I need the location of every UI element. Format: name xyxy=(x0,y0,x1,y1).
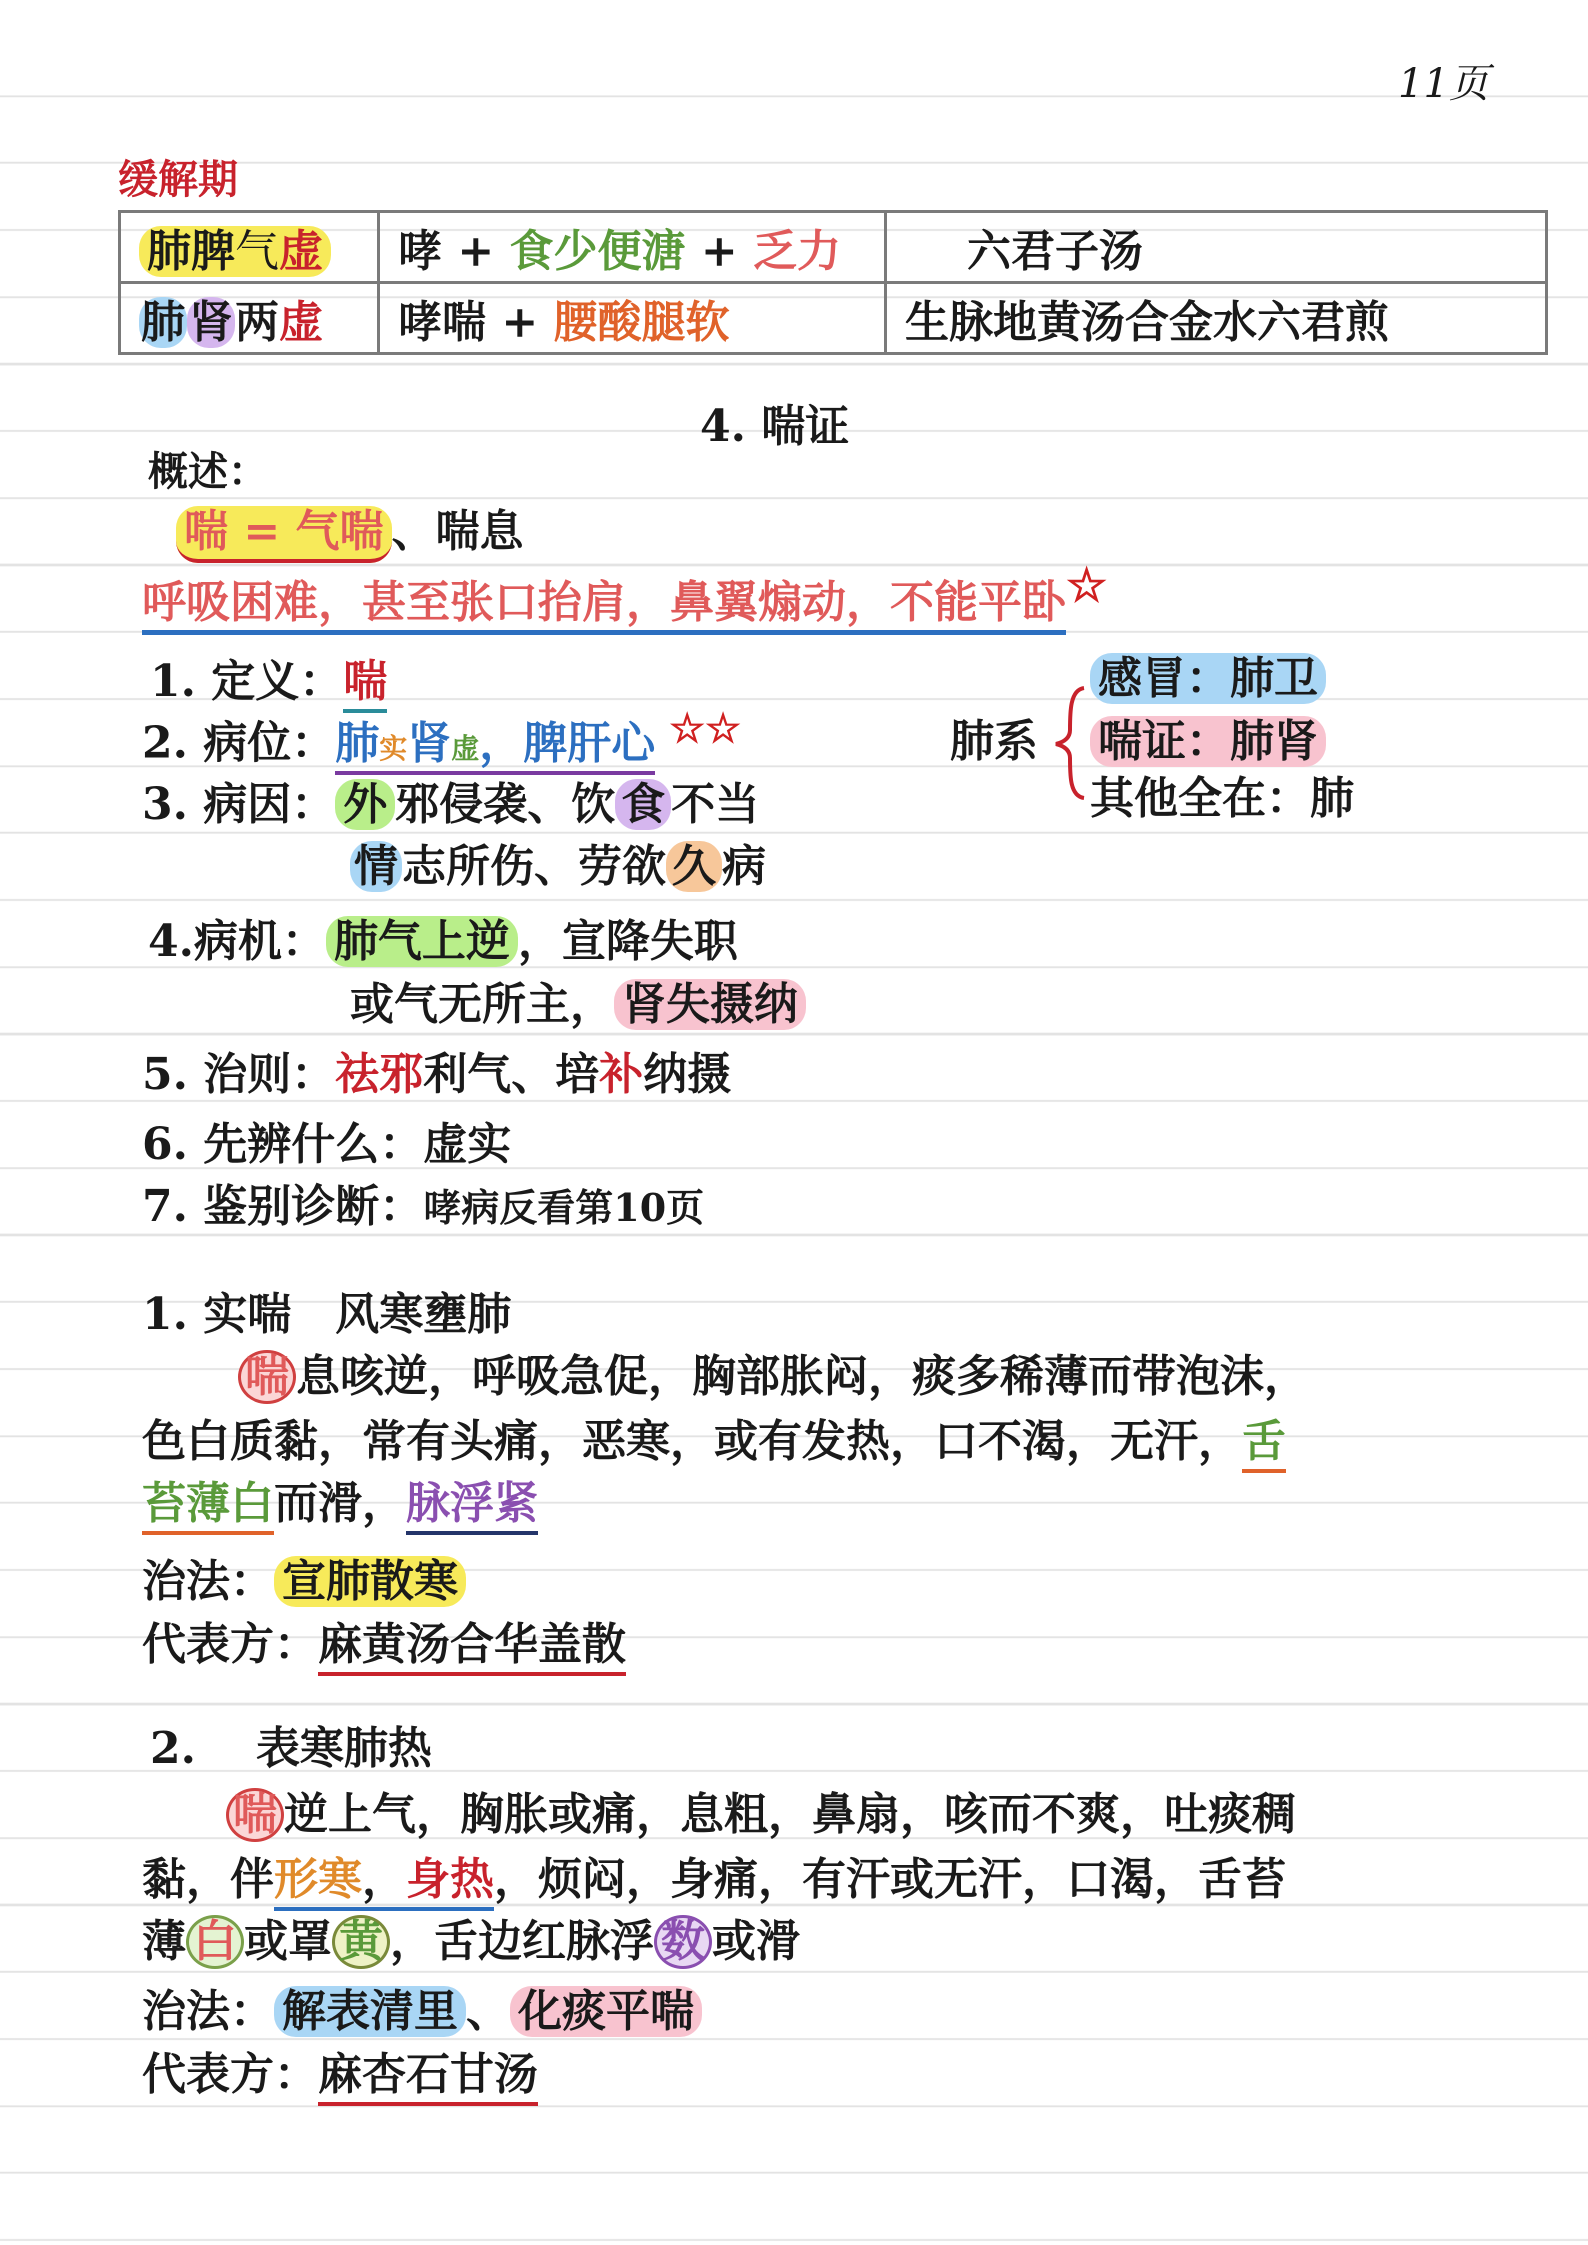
excess-method: 治法： 宣肺散寒 xyxy=(142,1545,466,1609)
page-number: 11页 xyxy=(1398,61,1489,107)
overview-term-line xyxy=(176,495,524,559)
lung-system-line3: 其他全在：肺 xyxy=(1090,773,1354,824)
item-mechanism: 4.病机： 肺气上逆 ，宣降失职 xyxy=(148,916,738,967)
remission-table xyxy=(118,210,1548,355)
section-title: 4. 喘证 xyxy=(700,401,850,452)
overview-description-line xyxy=(142,558,1107,630)
item-principle: 5. 治则：祛邪利气、培补纳摄 xyxy=(142,1049,732,1100)
lung-system-line1: 感冒：肺卫 xyxy=(1090,642,1326,706)
symptom-cell: 哮喘 + 腰酸腿软 xyxy=(379,283,886,354)
lung-system-label: 肺系 xyxy=(950,716,1038,767)
excess-formula: 代表方：麻黄汤合华盖散 xyxy=(142,1608,626,1672)
exterior-method: 治法： 解表清里 、 化痰平喘 xyxy=(142,1975,702,2039)
item-first: 6. 先辨什么：虚实 xyxy=(142,1119,512,1170)
table-row xyxy=(120,212,1547,283)
circled-char: 黄 xyxy=(332,1915,390,1969)
circled-char: 白 xyxy=(186,1915,244,1969)
circled-char: 数 xyxy=(654,1915,712,1969)
item-definition: 1. 定义：喘 xyxy=(150,645,387,709)
item-mechanism-cont: 或气无所主， 肾失摄纳 xyxy=(350,968,806,1032)
circled-char: 喘 xyxy=(238,1350,296,1404)
pattern-cell: 肺脾气虚 xyxy=(120,212,379,283)
remission-title: 缓解期 xyxy=(118,156,238,203)
item-differential: 7. 鉴别诊断：哮病反看第10页 xyxy=(142,1181,705,1232)
overview-term: 喘 = 气喘 xyxy=(176,506,392,563)
exterior-formula: 代表方：麻杏石甘汤 xyxy=(142,2038,538,2102)
excess-para-line3: 苔薄白而滑，脉浮紧 xyxy=(142,1467,538,1531)
symptom-cell: 哮 + 食少便溏 + 乏力 xyxy=(379,212,886,283)
exterior-para-line1: 喘 逆上气，胸胀或痛，息粗，鼻扇，咳而不爽，吐痰稠 xyxy=(226,1778,1296,1842)
item-cause: 3. 病因： 外 邪侵袭、饮 食 不当 xyxy=(142,779,760,830)
formula-cell: 生脉地黄汤合金水六君煎 xyxy=(886,283,1547,354)
table-row xyxy=(120,283,1547,354)
star-icon: ☆ xyxy=(1066,558,1108,612)
excess-heading: 1. 实喘 风寒壅肺 xyxy=(142,1289,512,1340)
overview-description: 呼吸困难，甚至张口抬肩，鼻翼煽动，不能平卧 xyxy=(142,577,1066,635)
excess-para-line2: 色白质黏，常有头痛，恶寒，或有发热，口不渴，无汗，舌 xyxy=(142,1405,1286,1469)
pattern-cell: 肺肾两虚 xyxy=(120,283,379,354)
overview-alias: 、喘息 xyxy=(391,506,524,557)
star-icon: ☆☆ xyxy=(669,705,742,752)
circled-char: 喘 xyxy=(226,1788,284,1842)
exterior-heading: 2. 表寒肺热 xyxy=(150,1723,432,1774)
item-cause-cont: 情志所伤、劳欲 久 病 xyxy=(350,830,766,894)
overview-label: 概述： xyxy=(148,448,268,495)
lung-system-line2: 喘证：肺肾 xyxy=(1090,705,1326,769)
exterior-para-line3: 薄 白 或罩 黄 ，舌边红脉浮 数 或滑 xyxy=(142,1905,800,1969)
formula-cell: 六君子汤 xyxy=(886,212,1547,283)
exterior-para-line2: 黏，伴形寒，身热，烦闷，身痛，有汗或无汗，口渴，舌苔 xyxy=(142,1843,1286,1907)
brace-icon xyxy=(1052,682,1092,802)
excess-para-line1: 喘 息咳逆，呼吸急促，胸部胀闷，痰多稀薄而带泡沫， xyxy=(238,1340,1308,1404)
item-location: 2. 病位：肺实肾虚，脾肝心 ☆☆ xyxy=(142,705,741,771)
